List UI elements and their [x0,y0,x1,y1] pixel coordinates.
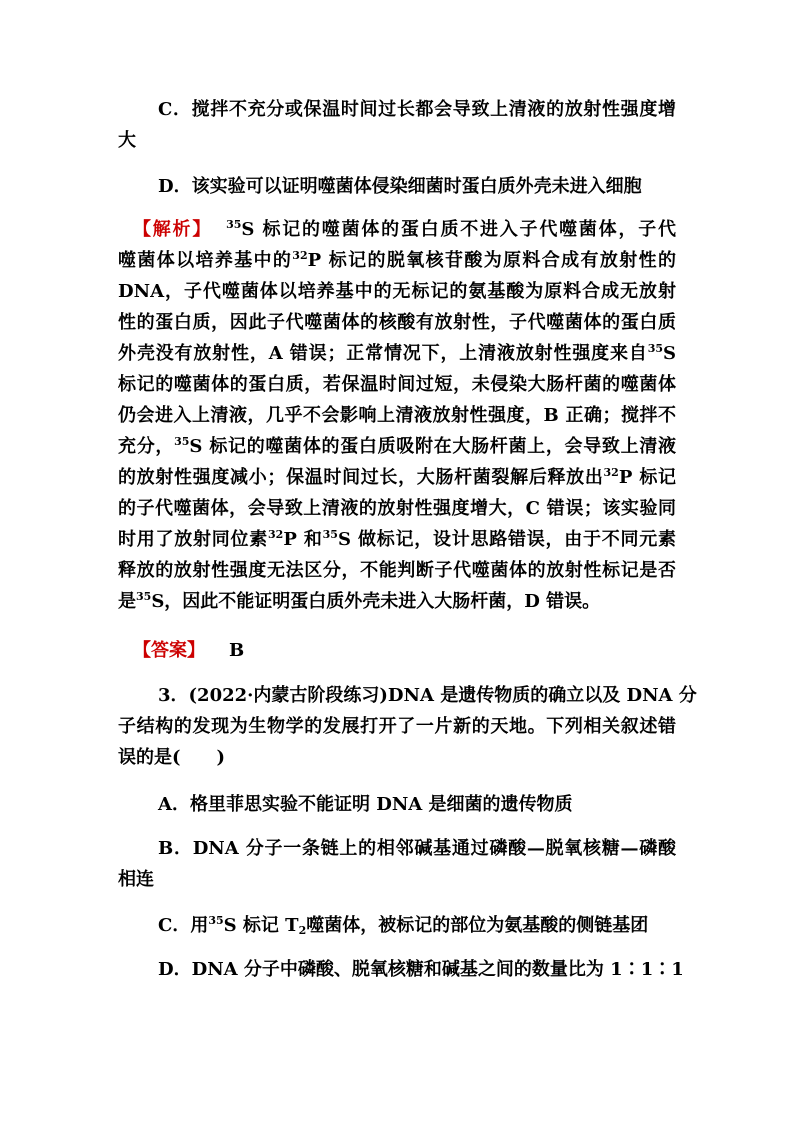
question3-option-d: D．DNA 分子中磷酸、脱氧核糖和碱基之间的数量比为 1∶1∶1 [158,959,684,980]
question3-option-a: A．格里菲思实验不能证明 DNA 是细菌的遗传物质 [158,794,573,815]
isotope-35: 35 [208,914,224,927]
analysis-line-9 [118,465,676,491]
isotope-35: 35 [647,342,663,355]
isotope-32: 32 [603,466,619,479]
analysis-line-10: 的子代噬菌体，会导致上清液的放射性强度增大，C 错误；该实验同 [118,498,676,519]
answer-value: B [229,640,245,661]
subscript-2: 2 [298,924,307,937]
analysis-text: S 标记的噬菌体的蛋白质吸附在大肠杆菌上，会导致上清液 [189,436,677,457]
answer-tag: 【答案】 [133,640,205,661]
analysis-line-4: 性的蛋白质，因此子代噬菌体的核酸有放射性，子代噬菌体的蛋白质 [118,312,676,333]
option-d-prev: D．该实验可以证明噬菌体侵染细菌时蛋白质外壳未进入细胞 [158,176,642,197]
analysis-text: 的放射性强度减小；保温时间过长，大肠杆菌裂解后释放出 [118,467,604,488]
analysis-line-3: DNA，子代噬菌体以培养基中的无标记的氨基酸为原料合成无放射 [118,281,676,302]
option-text: 噬菌体，被标记的部位为氨基酸的侧链基团 [306,915,649,936]
isotope-32: 32 [268,528,284,541]
option-text: C．用 [158,915,209,936]
option-text: S 标记 T [223,915,299,936]
analysis-line-13 [118,589,600,615]
analysis-line-1 [133,217,676,243]
analysis-line-6: 标记的噬菌体的蛋白质，若保温时间过短，未侵染大肠杆菌的噬菌体 [118,374,676,395]
analysis-line-8 [118,434,676,460]
analysis-line-12: 释放的放射性强度无法区分，不能判断子代噬菌体的放射性标记是否 [118,560,676,581]
option-c-prev-line2: 大 [118,130,136,151]
analysis-text: P 和 [283,529,323,550]
isotope-32: 32 [292,249,308,262]
question3-stem-line3: 误的是( ) [118,747,226,768]
isotope-35: 35 [136,590,152,603]
analysis-text: 时用了放射同位素 [118,529,269,550]
analysis-text: 噬菌体以培养基中的 [118,250,293,271]
analysis-line-11 [118,527,676,553]
analysis-text: 充分， [118,436,175,457]
analysis-line-2 [118,248,676,274]
question3-stem-line1: 3．(2022·内蒙古阶段练习)DNA 是遗传物质的确立以及 DNA 分 [158,685,697,706]
analysis-line-7: 仍会进入上清液，几乎不会影响上清液放射性强度，B 正确；搅拌不 [118,405,676,426]
analysis-text: 是 [118,591,136,612]
question3-option-b-line2: 相连 [118,869,154,890]
analysis-text: P 标记的脱氧核苷酸为原料合成有放射性的 [307,250,676,271]
analysis-text: S [663,343,676,364]
question3-stem-line2: 子结构的发现为生物学的发展打开了一片新的天地。下列相关叙述错 [118,716,676,737]
answer-line [133,638,244,664]
analysis-tag: 【解析】 [133,219,213,240]
isotope-35: 35 [174,435,190,448]
analysis-text: 外壳没有放射性，A 错误；正常情况下，上清液放射性强度来自 [118,343,648,364]
analysis-text: S 标记的噬菌体的蛋白质不进入子代噬菌体，子代 [241,219,676,240]
isotope-35: 35 [226,218,242,231]
analysis-text: S，因此不能证明蛋白质外壳未进入大肠杆菌，D 错误。 [151,591,601,612]
option-c-prev-line1: C．搅拌不充分或保温时间过长都会导致上清液的放射性强度增 [158,99,676,120]
isotope-35: 35 [322,528,338,541]
analysis-text: P 标记 [618,467,676,488]
question3-option-c [158,913,648,939]
analysis-text: S 做标记，设计思路错误，由于不同元素 [337,529,676,550]
question3-option-b-line1: B．DNA 分子一条链上的相邻碱基通过磷酸—脱氧核糖—磷酸 [158,838,676,859]
analysis-line-5 [118,341,676,367]
